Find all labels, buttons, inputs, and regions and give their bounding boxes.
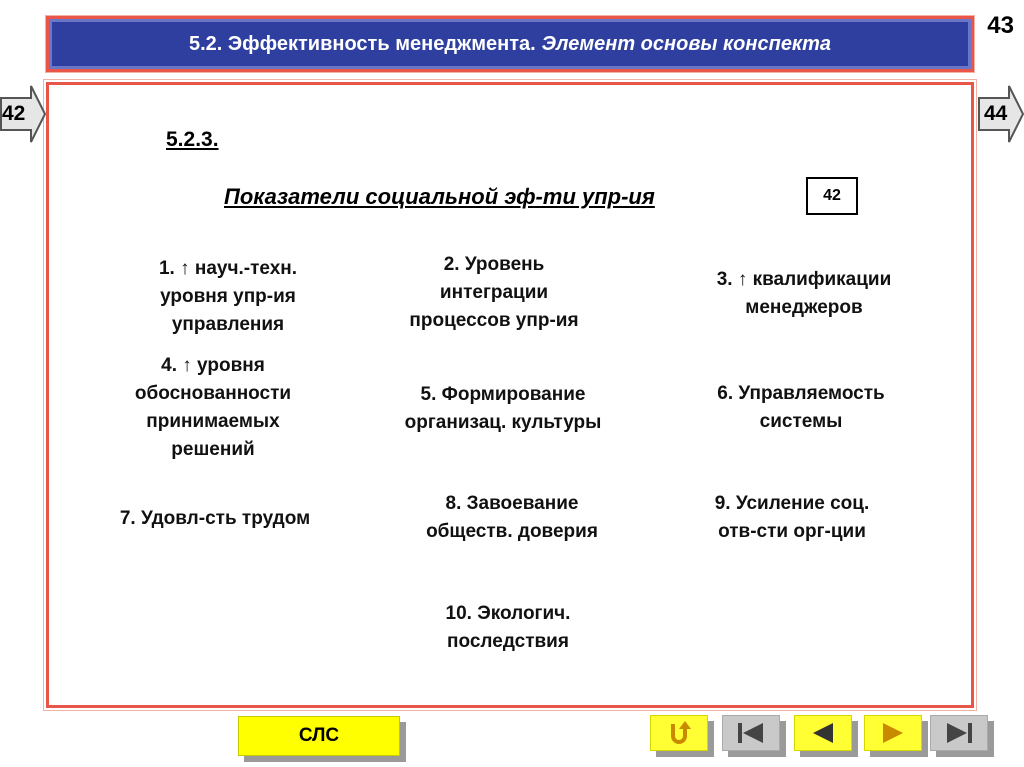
- reference-link-box[interactable]: 42: [806, 177, 858, 215]
- indicator-item-8: 8. Завоевание обществ. доверия: [426, 493, 598, 542]
- indicator-item-9: 9. Усиление соц. отв-сти орг-ции: [714, 493, 870, 542]
- prev-icon: [805, 720, 841, 746]
- indicator-item-2: 2. Уровень интеграции процессов упр-ия: [409, 254, 579, 331]
- last-icon: [941, 720, 977, 746]
- section-number: 5.2.3.: [166, 128, 219, 151]
- first-icon: [733, 720, 769, 746]
- indicator-item-7: 7. Удовл-сть трудом: [119, 508, 311, 529]
- return-icon: [664, 720, 694, 746]
- return-button[interactable]: [650, 715, 708, 751]
- first-slide-button[interactable]: [722, 715, 780, 751]
- last-slide-button[interactable]: [930, 715, 988, 751]
- indicator-item-10: 10. Экологич. последствия: [445, 603, 571, 652]
- subtitle: Показатели социальной эф-ти упр-ия: [224, 184, 655, 209]
- indicator-item-6: 6. Управляемость системы: [717, 383, 885, 432]
- prev-slide-link[interactable]: [0, 84, 46, 144]
- next-slide-link[interactable]: [978, 84, 1024, 144]
- slc-button[interactable]: СЛС: [238, 716, 400, 756]
- next-icon: [875, 720, 911, 746]
- prev-button[interactable]: [794, 715, 852, 751]
- prev-slide-label: 42: [2, 102, 26, 125]
- indicator-item-4: 4. ↑ уровня обоснованности принимаемых решений: [134, 355, 292, 460]
- indicator-item-5: 5. Формирование организац. культуры: [404, 384, 602, 433]
- next-slide-label: 44: [984, 102, 1008, 125]
- title-bar: [46, 16, 974, 72]
- indicator-item-3: 3. ↑ квалификации менеджеров: [716, 269, 892, 318]
- title-text: 5.2. Эффективность менеджмента.: [189, 32, 536, 55]
- title-italic-text: Элемент основы конспекта: [541, 32, 831, 55]
- indicator-item-1: 1. ↑ науч.-техн. уровня упр-ия управления: [158, 258, 298, 335]
- next-button[interactable]: [864, 715, 922, 751]
- slide-number: 43: [987, 12, 1014, 39]
